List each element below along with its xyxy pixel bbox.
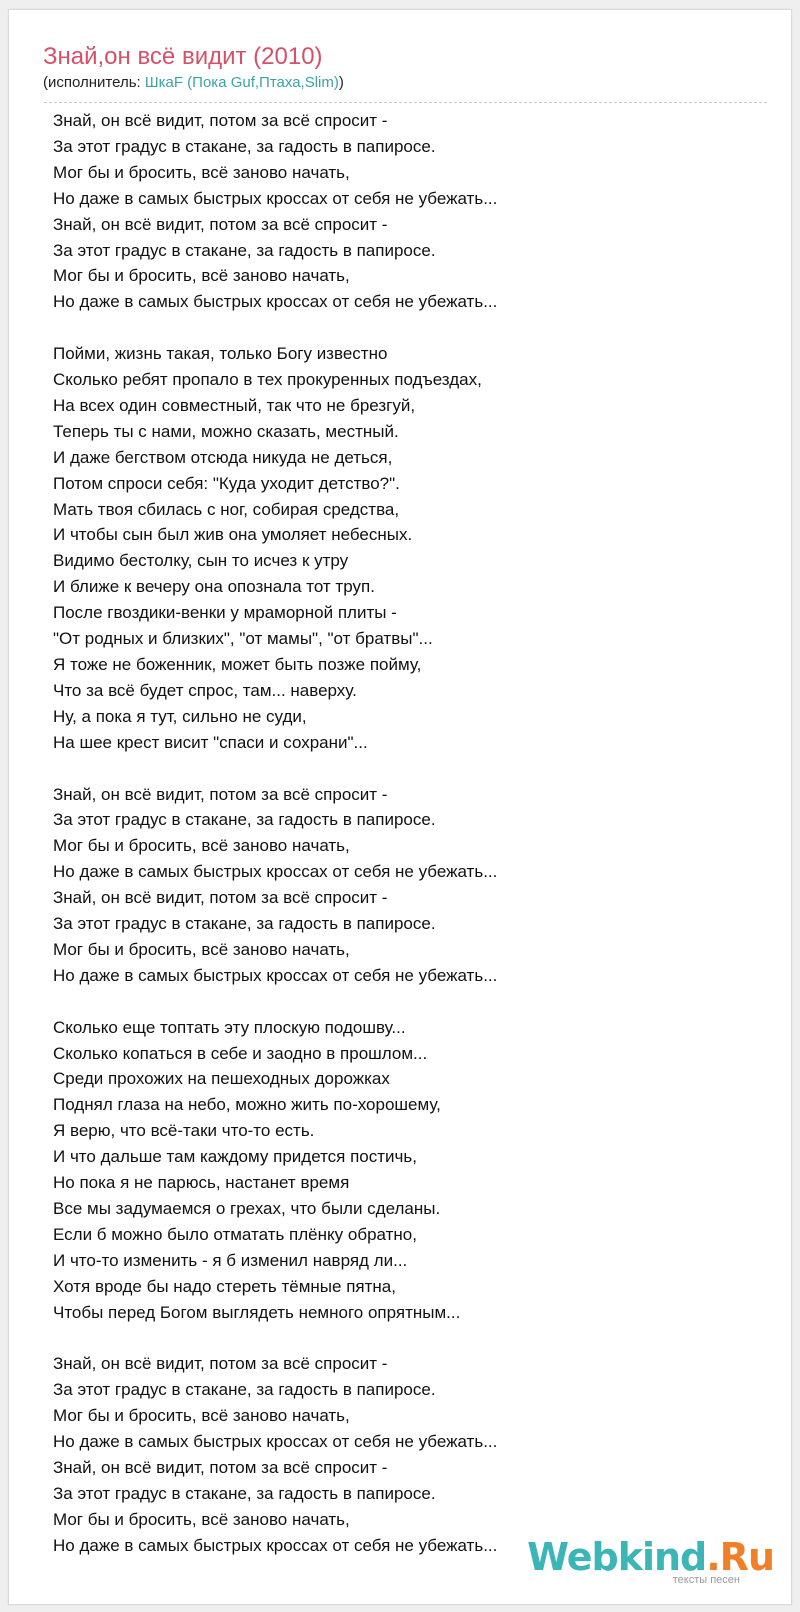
lyrics-stanza [53, 1015, 753, 1326]
lyrics-line: Мог бы и бросить, всё заново начать, [53, 162, 350, 182]
lyrics-line: Но даже в самых быстрых кроссах от себя не убежать... [53, 188, 498, 208]
lyrics-line: За этот градус в стакане, за гадость в папиросе. [53, 1483, 436, 1503]
lyrics-line: Чтобы перед Богом выглядеть немного опрятным... [53, 1302, 461, 1322]
lyrics-line: Я тоже не боженник, может быть позже пойму, [53, 655, 422, 675]
lyrics-line: Мог бы и бросить, всё заново начать, [53, 939, 350, 959]
lyrics-page [8, 9, 792, 1605]
lyrics-line: И что дальше там каждому придется постичь, [53, 1147, 417, 1167]
lyrics-line: За этот градус в стакане, за гадость в папиросе. [53, 1380, 436, 1400]
lyrics-line: Ну, а пока я тут, сильно не суди, [53, 706, 307, 726]
lyrics-line: Знай, он всё видит, потом за всё спросит - [53, 784, 388, 804]
lyrics-line: Но даже в самых быстрых кроссах от себя не убежать... [53, 1535, 498, 1555]
lyrics-line: Мог бы и бросить, всё заново начать, [53, 1406, 350, 1426]
artist-line [43, 73, 768, 93]
lyrics-line: Но даже в самых быстрых кроссах от себя не убежать... [53, 1432, 498, 1452]
lyrics-line: Мог бы и бросить, всё заново начать, [53, 1509, 350, 1529]
lyrics-line: Но даже в самых быстрых кроссах от себя не убежать... [53, 862, 498, 882]
lyrics-line: Но даже в самых быстрых кроссах от себя не убежать... [53, 292, 498, 312]
lyrics-line: Среди прохожих на пешеходных дорожках [53, 1069, 390, 1089]
logo-word: Webkind [527, 1535, 707, 1579]
song-title: Знай,он всё видит (2010) [43, 43, 323, 70]
lyrics-line: Сколько ребят пропало в тех прокуренных подъездах, [53, 370, 482, 390]
lyrics-line: Что за всё будет спрос, там... наверху. [53, 680, 357, 700]
lyrics-line: Все мы задумаемся о грехах, что были сделаны. [53, 1199, 441, 1219]
lyrics-line: И ближе к вечеру она опознала тот труп. [53, 577, 375, 597]
lyrics-line: На шее крест висит "спаси и сохрани"... [53, 732, 368, 752]
lyrics-stanza [53, 341, 753, 756]
lyrics-line: Мог бы и бросить, всё заново начать, [53, 266, 350, 286]
lyrics-stanza [53, 108, 753, 315]
lyrics-line: Я верю, что всё-таки что-то есть. [53, 1121, 315, 1141]
lyrics-line: Если б можно было отматать плёнку обратно, [53, 1224, 417, 1244]
site-logo[interactable] [527, 1535, 774, 1586]
lyrics-line: Знай, он всё видит, потом за всё спросит - [53, 1458, 388, 1478]
artist-link[interactable]: ШкаF (Пока Guf,Птаха,Slim) [144, 74, 339, 91]
lyrics-line: И что-то изменить - я б изменил навряд ли... [53, 1250, 408, 1270]
lyrics-line: За этот градус в стакане, за гадость в папиросе. [53, 136, 436, 156]
lyrics-stanza [53, 1351, 753, 1558]
lyrics-line: Видимо бестолку, сын то исчез к утру [53, 551, 349, 571]
lyrics-line: Мать твоя сбилась с ног, собирая средства, [53, 499, 400, 519]
artist-suffix: ) [338, 74, 344, 91]
lyrics-line: После гвоздики-венки у мраморной плиты - [53, 603, 397, 623]
lyrics-line: Но пока я не парюсь, настанет время [53, 1173, 350, 1193]
lyrics-line: Теперь ты с нами, можно сказать, местный. [53, 421, 399, 441]
lyrics-line: На всех один совместный, так что не брезгуй, [53, 395, 416, 415]
logo-wordmark [527, 1535, 774, 1579]
lyrics-line: Потом спроси себя: "Куда уходит детство?". [53, 473, 400, 493]
logo-tld: .Ru [706, 1535, 774, 1579]
lyrics-line: Знай, он всё видит, потом за всё спросит - [53, 888, 388, 908]
lyrics-line: И чтобы сын был жив она умоляет небесных. [53, 525, 413, 545]
artist-prefix: (исполнитель: [43, 74, 145, 91]
lyrics-stanza [53, 782, 753, 989]
lyrics-line: За этот градус в стакане, за гадость в папиросе. [53, 810, 436, 830]
lyrics-line: Сколько еще топтать эту плоскую подошву... [53, 1017, 406, 1037]
lyrics-line: И даже бегством отсюда никуда не деться, [53, 447, 393, 467]
lyrics-line: Поднял глаза на небо, можно жить по-хорошему, [53, 1095, 441, 1115]
lyrics-line: Знай, он всё видит, потом за всё спросит - [53, 214, 388, 234]
lyrics-line: Хотя вроде бы надо стереть тёмные пятна, [53, 1276, 396, 1296]
lyrics-line: Сколько копаться в себе и заодно в прошлом... [53, 1043, 428, 1063]
lyrics-line: За этот градус в стакане, за гадость в папиросе. [53, 240, 436, 260]
lyrics-line: Мог бы и бросить, всё заново начать, [53, 836, 350, 856]
lyrics-line: Но даже в самых быстрых кроссах от себя не убежать... [53, 965, 498, 985]
lyrics-line: Пойми, жизнь такая, только Богу известно [53, 344, 388, 364]
header-divider [44, 102, 767, 103]
lyrics-line: Знай, он всё видит, потом за всё спросит - [53, 111, 388, 130]
logo-tagline: тексты песен [672, 1574, 740, 1586]
lyrics-text [53, 108, 753, 1559]
lyrics-line: За этот градус в стакане, за гадость в папиросе. [53, 914, 436, 934]
song-header [43, 43, 768, 93]
lyrics-line: Знай, он всё видит, потом за всё спросит - [53, 1354, 388, 1374]
lyrics-line: "От родных и близких", "от мамы", "от братвы"... [53, 629, 433, 649]
